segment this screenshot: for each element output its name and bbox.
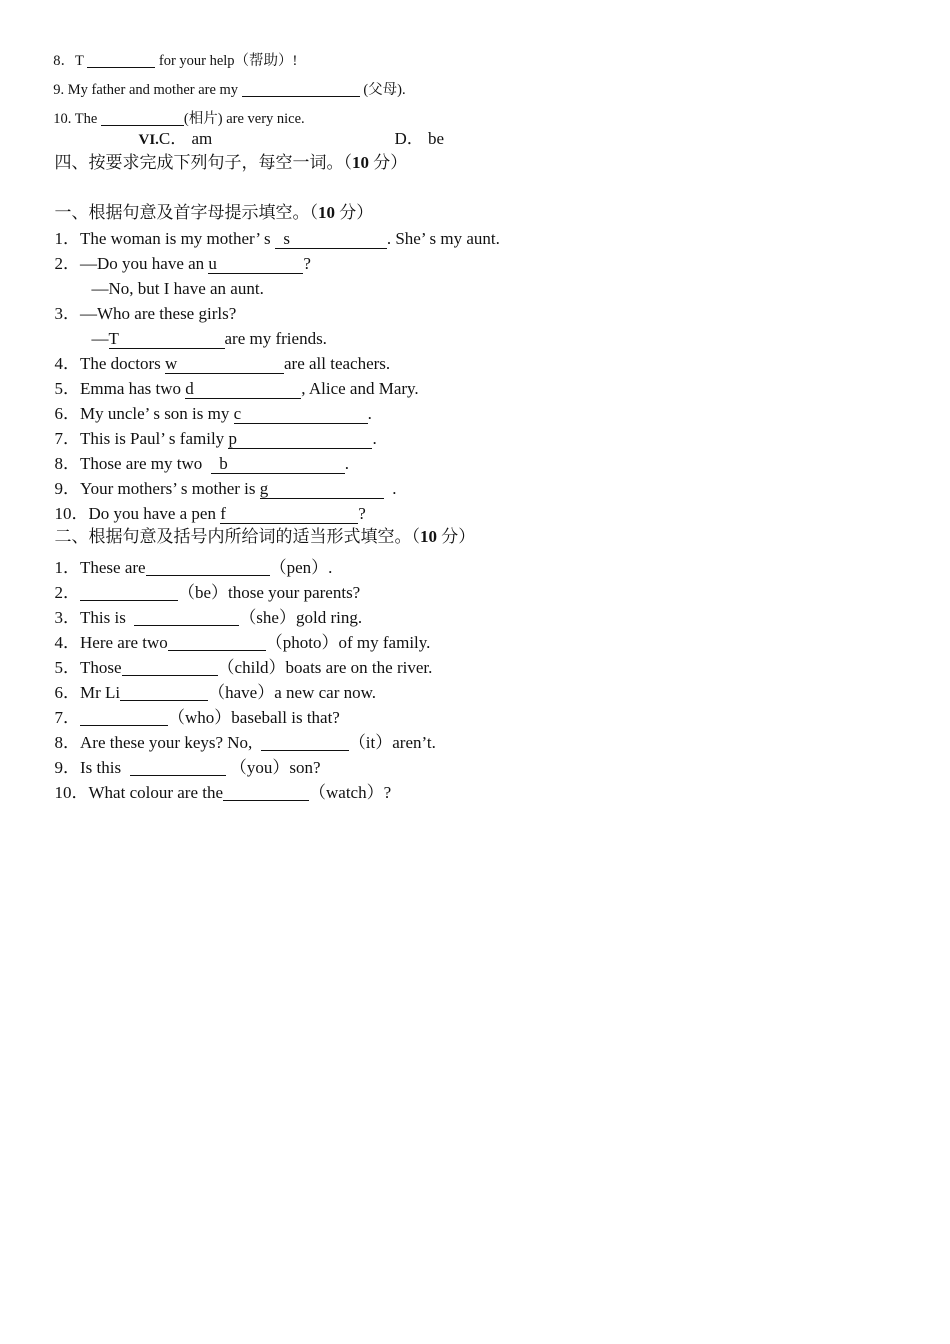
s1-item-2: 2．—Do you have an u ? bbox=[54, 253, 311, 273]
blank[interactable]: f bbox=[220, 505, 358, 525]
s1-item-4: 4．The doctors w are all teachers. bbox=[54, 353, 391, 373]
top-item-9: 9. My father and mother are my (父母). bbox=[53, 82, 406, 99]
blank[interactable]: c bbox=[234, 405, 368, 425]
s2-item-8: 8．Are these your keys? No, （it）aren’t. bbox=[54, 732, 436, 752]
blank[interactable]: T bbox=[109, 330, 225, 350]
s1-item-6: 6．My uncle’ s son is my c . bbox=[54, 403, 372, 423]
section1-heading: 一、根据句意及首字母提示填空。（10 分） bbox=[54, 202, 374, 222]
blank[interactable]: p bbox=[228, 430, 372, 450]
s1-item-3-answer: —T are my friends. bbox=[91, 328, 327, 348]
s1-item-1: 1．The woman is my mother’ s s . She’ s my aunt. bbox=[54, 228, 500, 248]
option-d: D． be bbox=[394, 128, 445, 148]
s2-item-5: 5．Those （child）boats are on the river. bbox=[54, 657, 433, 677]
s2-item-6: 6．Mr Li （have）a new car now. bbox=[54, 682, 377, 702]
option-c: C． am bbox=[158, 128, 213, 148]
s2-item-4: 4．Here are two （photo）of my family. bbox=[54, 632, 431, 652]
s2-item-2: 2． （be）those your parents? bbox=[54, 582, 361, 602]
s1-item-8: 8．Those are my two b . bbox=[54, 453, 350, 473]
s2-item-3: 3．This is （she）gold ring. bbox=[54, 607, 363, 627]
s2-item-10: 10．What colour are the （watch）? bbox=[54, 782, 392, 802]
top-item-10: 10. The (相片) are very nice. bbox=[53, 111, 305, 128]
top-item-8: 8．T for your help（帮助）! bbox=[53, 53, 298, 70]
section-marker-vi: VI. bbox=[138, 131, 159, 148]
section4-heading: 四、按要求完成下列句子，每空一词。（10 分） bbox=[54, 152, 408, 172]
s1-item-5: 5．Emma has two d , Alice and Mary. bbox=[54, 378, 419, 398]
s1-item-2-answer: —No, but I have an aunt. bbox=[91, 278, 264, 298]
s1-item-10: 10．Do you have a pen f ? bbox=[54, 503, 366, 523]
blank[interactable]: u bbox=[208, 255, 303, 275]
blank[interactable]: w bbox=[165, 355, 284, 375]
s2-item-7: 7． （who）baseball is that? bbox=[54, 707, 340, 727]
s1-item-7: 7．This is Paul’ s family p . bbox=[54, 428, 377, 448]
section2-heading: 二、根据句意及括号内所给词的适当形式填空。（10 分） bbox=[54, 526, 476, 546]
s2-item-1: 1．These are （pen）. bbox=[54, 557, 333, 577]
s1-item-9: 9．Your mothers’ s mother is g . bbox=[54, 478, 397, 498]
blank[interactable]: g bbox=[260, 480, 384, 500]
s1-item-3: 3．—Who are these girls? bbox=[54, 303, 237, 323]
blank[interactable]: s bbox=[275, 230, 387, 250]
s2-item-9: 9．Is this （you）son? bbox=[54, 757, 321, 777]
blank[interactable]: b bbox=[211, 455, 345, 475]
blank[interactable] bbox=[223, 782, 309, 801]
blank[interactable]: d bbox=[185, 380, 301, 400]
